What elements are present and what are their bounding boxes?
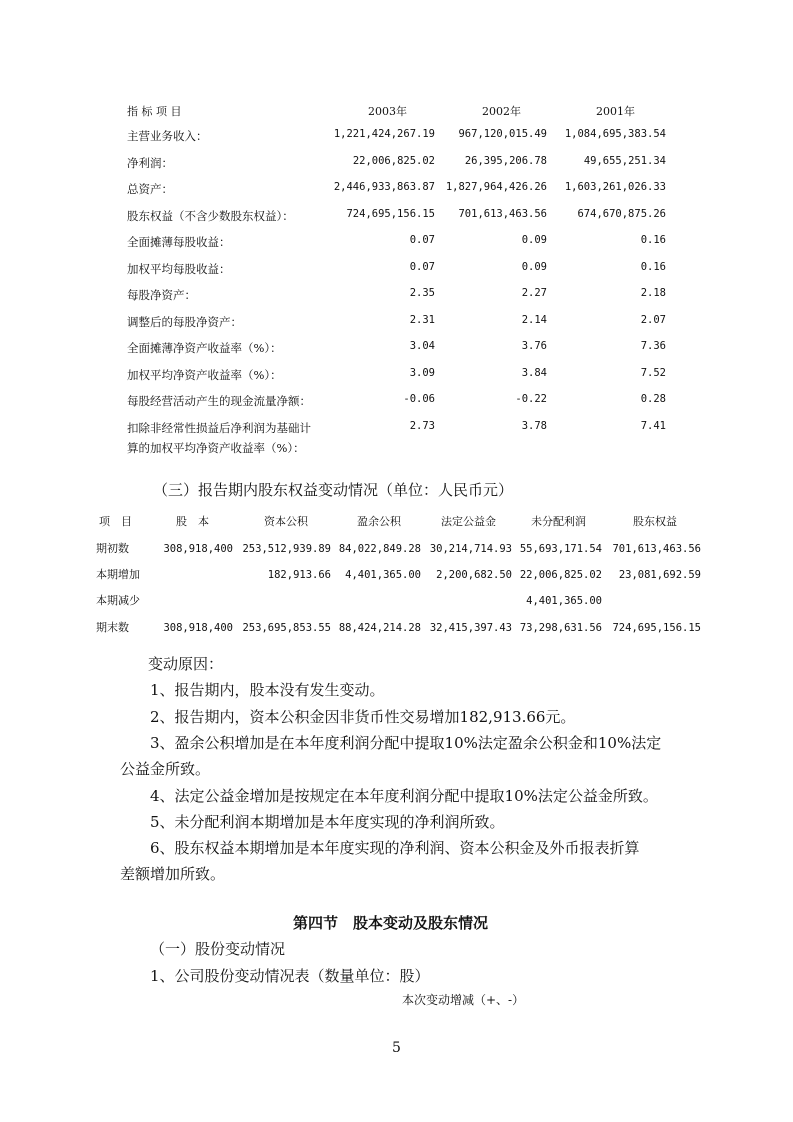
indicator-2003-value: 3.09	[409, 367, 435, 379]
equity-cell: 308,918,400	[163, 622, 233, 634]
indicator-2001-value: 1,603,261,026.33	[564, 181, 666, 193]
reason-line: 5、未分配利润本期增加是本年度实现的净利润所致。	[150, 813, 505, 831]
equity-header-cell: 股东权益	[633, 515, 677, 528]
indicator-label: 加权平均每股收益：	[127, 262, 231, 276]
equity-cell: 30,214,714.93	[429, 543, 512, 555]
reason-line: 3、盈余公积增加是在本年度利润分配中提取10%法定盈余公积金和10%法定	[150, 734, 662, 752]
equity-header-cell: 资本公积	[264, 515, 308, 528]
equity-cell: 182,913.66	[267, 569, 331, 581]
equity-row-label: 期初数	[96, 542, 129, 555]
equity-cell: 2,200,682.50	[436, 569, 512, 581]
equity-row-label: 本期减少	[96, 594, 140, 607]
indicator-2003-value: 2,446,933,863.87	[333, 181, 435, 193]
indicator-2001-value: 0.28	[640, 393, 666, 405]
equity-header-cell: 项 目	[99, 515, 132, 528]
page-number: 5	[392, 1040, 401, 1056]
indicator-label: 调整后的每股净资产：	[127, 315, 242, 329]
indicator-2002-value: 3.84	[521, 367, 547, 379]
equity-cell: 55,693,171.54	[519, 543, 602, 555]
indicator-2003-value: 2.35	[409, 287, 435, 299]
header-label: 指 标 项 目	[127, 105, 182, 118]
equity-cell: 23,081,692.59	[618, 569, 701, 581]
last-row-2003: 2.73	[409, 420, 435, 432]
indicator-label: 总资产：	[127, 182, 173, 196]
reason-line: 差额增加所致。	[120, 865, 226, 883]
last-row-2002: 3.78	[521, 420, 547, 432]
indicator-2002-value: 26,395,206.78	[464, 155, 547, 167]
indicator-2002-value: 2.14	[521, 314, 547, 326]
equity-header-cell: 法定公益金	[441, 515, 496, 528]
equity-cell: 88,424,214.28	[338, 622, 421, 634]
equity-cell: 253,695,853.55	[242, 622, 331, 634]
indicator-2002-value: -0.22	[515, 393, 547, 405]
section4-title: 第四节 股本变动及股东情况	[293, 914, 489, 932]
equity-header-cell: 盈余公积	[357, 515, 401, 528]
indicator-label: 每股经营活动产生的现金流量净额：	[127, 394, 311, 408]
section4-sub1: （一）股份变动情况	[150, 940, 286, 958]
indicator-2001-value: 1,084,695,383.54	[564, 128, 666, 140]
indicator-2003-value: 0.07	[409, 261, 435, 273]
indicator-2003-value: 724,695,156.15	[346, 208, 435, 220]
indicator-2002-value: 701,613,463.56	[458, 208, 547, 220]
equity-cell: 22,006,825.02	[519, 569, 602, 581]
equity-section-title: （三）报告期内股东权益变动情况（单位：人民币元）	[153, 481, 514, 499]
indicator-label: 全面摊薄每股收益：	[127, 235, 231, 249]
section4-sub2: 1、公司股份变动情况表（数量单位：股）	[150, 967, 430, 985]
indicator-2002-value: 2.27	[521, 287, 547, 299]
indicator-2003-value: 22,006,825.02	[352, 155, 435, 167]
reason-line: 1、报告期内，股本没有发生变动。	[150, 681, 385, 699]
indicator-2001-value: 7.52	[640, 367, 666, 379]
reason-line: 6、股东权益本期增加是本年度实现的净利润、资本公积金及外币报表折算	[150, 839, 640, 857]
indicator-2003-value: 0.07	[409, 234, 435, 246]
indicator-2001-value: 0.16	[640, 261, 666, 273]
indicator-label: 股东权益（不含少数股东权益）：	[127, 209, 294, 223]
indicator-label: 主营业务收入：	[127, 129, 208, 143]
indicator-2003-value: 3.04	[409, 340, 435, 352]
indicator-2002-value: 967,120,015.49	[458, 128, 547, 140]
indicator-2002-value: 3.76	[521, 340, 547, 352]
equity-cell: 701,613,463.56	[612, 543, 701, 555]
header-2001: 2001年	[596, 105, 635, 118]
equity-header-cell: 股 本	[176, 515, 209, 528]
equity-header-cell: 未分配利润	[531, 515, 586, 528]
equity-cell: 84,022,849.28	[338, 543, 421, 555]
indicator-2001-value: 674,670,875.26	[577, 208, 666, 220]
reason-line: 2、报告期内，资本公积金因非货币性交易增加182,913.66元。	[150, 708, 576, 726]
equity-cell: 4,401,365.00	[526, 595, 602, 607]
equity-row-label: 本期增加	[96, 568, 140, 581]
indicator-2003-value: -0.06	[403, 393, 435, 405]
indicator-2001-value: 2.18	[640, 287, 666, 299]
equity-cell: 4,401,365.00	[345, 569, 421, 581]
equity-cell: 308,918,400	[163, 543, 233, 555]
indicator-2001-value: 49,655,251.34	[583, 155, 666, 167]
indicators-header-row	[0, 102, 793, 122]
reason-line: 公益金所致。	[120, 760, 211, 778]
equity-cell: 724,695,156.15	[612, 622, 701, 634]
indicator-label: 全面摊薄净资产收益率（%）：	[127, 341, 282, 355]
header-2002: 2002年	[482, 105, 521, 118]
indicator-2001-value: 0.16	[640, 234, 666, 246]
indicator-2003-value: 1,221,424,267.19	[333, 128, 435, 140]
indicator-2003-value: 2.31	[409, 314, 435, 326]
header-2003: 2003年	[368, 105, 407, 118]
indicator-2002-value: 0.09	[521, 234, 547, 246]
equity-cell: 73,298,631.56	[519, 622, 602, 634]
indicator-label: 每股净资产：	[127, 288, 196, 302]
change-note: 本次变动增减（+、-）	[402, 993, 525, 1007]
indicator-2002-value: 1,827,964,426.26	[445, 181, 547, 193]
last-row-label-2: 算的加权平均净资产收益率（%）：	[127, 441, 305, 455]
reasons-title: 变动原因：	[148, 655, 224, 673]
indicator-2001-value: 7.36	[640, 340, 666, 352]
indicator-label: 净利润：	[127, 156, 173, 170]
equity-row-label: 期末数	[96, 621, 129, 634]
last-row-2001: 7.41	[640, 420, 666, 432]
equity-cell: 253,512,939.89	[242, 543, 331, 555]
reason-line: 4、法定公益金增加是按规定在本年度利润分配中提取10%法定公益金所致。	[150, 787, 658, 805]
indicator-2002-value: 0.09	[521, 261, 547, 273]
equity-cell: 32,415,397.43	[429, 622, 512, 634]
indicator-label: 加权平均净资产收益率（%）：	[127, 368, 282, 382]
indicator-2001-value: 2.07	[640, 314, 666, 326]
last-row-label-1: 扣除非经常性损益后净利润为基础计	[127, 421, 311, 435]
